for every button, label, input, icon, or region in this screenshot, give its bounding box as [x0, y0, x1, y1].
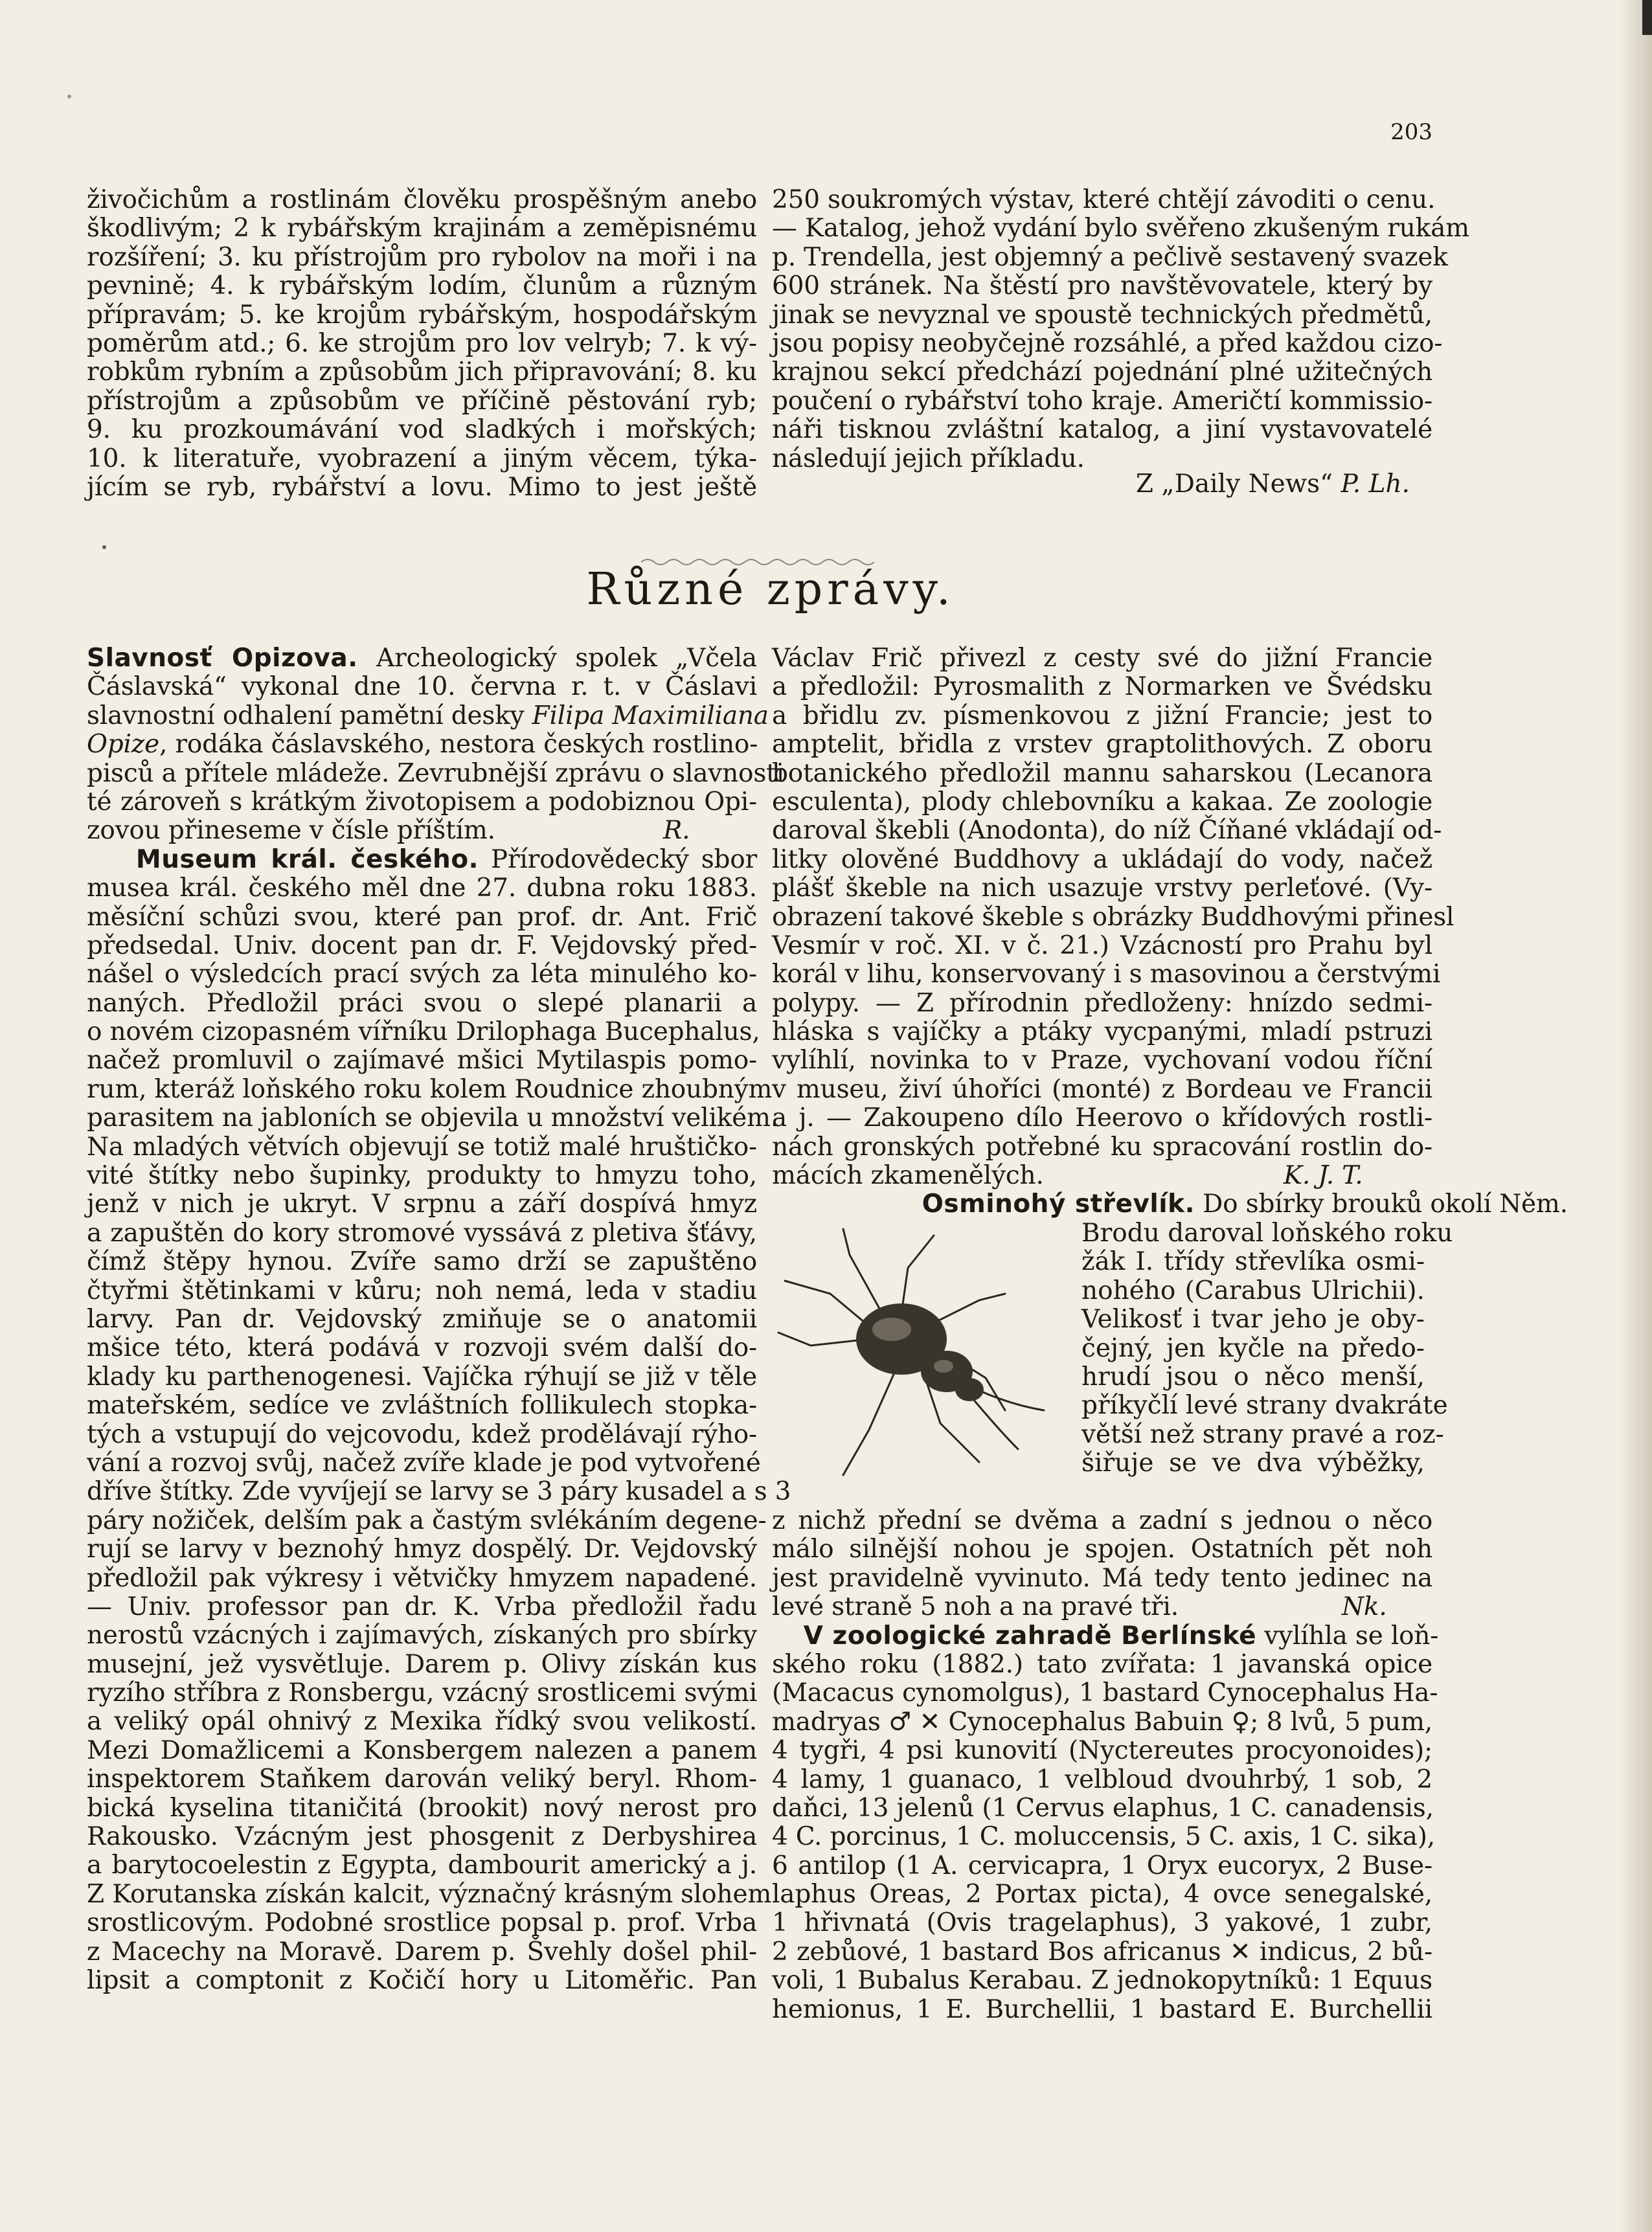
text-line: ryzího stříbra z Ronsbergu, vzácný srostlicemi svými [87, 1678, 757, 1708]
text-line: přístrojům a způsobům ve příčině pěstování ryb; [87, 386, 757, 416]
beetle-illustration [772, 1216, 1076, 1488]
text-line: parasitem na jabloních se objevila u množství velikém. [87, 1103, 779, 1133]
text-line: Brodu daroval loňského roku [1081, 1219, 1453, 1248]
text-line: Vesmír v roč. XI. v č. 21.) Vzácností pro Prahu byl [772, 930, 1432, 960]
scan-edge-shadow [1619, 0, 1652, 2232]
text-line: daňci, 13 jelenů (1 Cervus elaphus, 1 C. canadensis, [772, 1793, 1434, 1823]
text-line: příkyčlí levé strany dvakráte [1081, 1391, 1448, 1421]
text-line: nášel o výsledcích prací svých za léta minulého ko- [87, 960, 757, 989]
text-line: madryas ♂ ✕ Cynocephalus Babuin ♀; 8 lvů, 5 pum, [772, 1707, 1432, 1737]
text-line: jinak se nevyznal ve spoustě technických předmětů, [772, 300, 1432, 330]
text-line: ského roku (1882.) tato zvířata: 1 javanská opice [772, 1649, 1432, 1679]
text-line: rozšíření; 3. ku přístrojům pro rybolov na moři i na [87, 242, 757, 272]
top-right-column [772, 185, 1469, 473]
text-line: bická kyselina titaničitá (brookit) nový nerost pro [87, 1793, 757, 1823]
text-line: málo silnější nohou je spojen. Ostatních pět noh [772, 1535, 1432, 1564]
signature-author: P. Lh. [1341, 469, 1410, 499]
text-line: 600 stránek. Na štěstí pro navštěvovatele, který by [772, 271, 1432, 301]
text-line: Rakousko. Vzácným jest phosgenit z Derbyshirea [87, 1822, 757, 1852]
right-column-bottom [772, 1506, 1439, 2024]
text-line: jsou popisy neobyčejně rozsáhlé, a před každou cizo- [772, 328, 1443, 358]
text-line: tých a vstupují do vejcovodu, kdež prodělávají rýho- [87, 1419, 757, 1449]
text-line: z Macechy na Moravě. Darem p. Švehly došel phil- [87, 1937, 757, 1967]
text-run: vylíhla se loň- [1264, 1621, 1439, 1651]
text-line: inspektorem Staňkem darován veliký beryl. Rhom- [87, 1764, 757, 1794]
article-signature: Nk. [1342, 1592, 1387, 1622]
text-line [87, 846, 757, 874]
text-line: — Univ. professor pan dr. K. Vrba předložil řadu [87, 1592, 757, 1621]
text-line: o novém cizopasném vířníku Drilophaga Bucephalus, [87, 1017, 760, 1047]
text-line: poměrům atd.; 6. ke strojům pro lov velryb; 7. k vý- [87, 328, 757, 358]
text-line: naných. Předložil práci svou o slepé planarii a [87, 988, 757, 1018]
text-line [772, 1162, 1432, 1190]
signature-source: Z „Daily News“ [1135, 469, 1333, 499]
text-line: 9. ku prozkoumávání vod sladkých i mořských; [87, 415, 757, 445]
text-line: 250 soukromých výstav, které chtějí závoditi o cenu. [772, 185, 1436, 214]
text-line: rují se larvy v beznohý hmyz dospělý. Dr. Vejdovský [87, 1535, 757, 1564]
text-line: korál v lihu, konservovaný i s masovinou a čerstvými [772, 960, 1441, 989]
text-line: 1 hřivnatá (Ovis tragelaphus), 3 yakové, 1 zubr, [772, 1908, 1432, 1938]
text-line: přípravám; 5. ke krojům rybářským, hospodářským [87, 300, 757, 330]
text-run: levé straně 5 noh a na pravé tři. [772, 1592, 1179, 1622]
text-line: pevnině; 4. k rybářským lodím, člunům a různým [87, 271, 757, 301]
text-line: (Macacus cynomolgus), 1 bastard Cynocephalus Ha- [772, 1678, 1438, 1708]
text-line: načež promluvil o zajímavé mšici Mytilaspis pomo- [87, 1046, 757, 1076]
text-run: Přírodovědecký sbor [490, 844, 757, 874]
text-line: a j. — Zakoupeno dílo Heerovo o křídových rostli- [772, 1103, 1432, 1133]
text-line: musejní, jež vysvětluje. Darem p. Olivy získán kus [87, 1649, 757, 1679]
text-run: , rodáka čáslavského, nestora českých rostlino- [159, 730, 758, 760]
ink-blot [67, 95, 71, 98]
text-line: botanického předložil mannu saharskou (Lecanora [772, 758, 1432, 788]
article-signature: R. [663, 816, 690, 846]
text-line: nerostů vzácných i zajímavých, získaných pro sbírky [87, 1621, 757, 1651]
text-line: Na mladých větvích objevují se totiž malé hruštičko- [87, 1132, 757, 1162]
article-signature: K. J. T. [1284, 1161, 1363, 1191]
italic-name: Filipa Maximiliana [532, 701, 769, 730]
text-line: klady ku parthenogenesi. Vajíčka rýhují se již v těle [87, 1362, 757, 1392]
text-line: lipsit a comptonit z Kočičí hory u Litoměřic. Pan [87, 1965, 757, 1995]
text-line: předsedal. Univ. docent pan dr. F. Vejdovský před- [87, 930, 757, 960]
text-line: 2 zebůové, 1 bastard Bos africanus ✕ indicus, 2 bů- [772, 1937, 1432, 1967]
text-line: předložil pak výkresy i větvičky hmyzem napadené. [87, 1563, 757, 1593]
text-line: hláska s vajíčky a ptáky vycpanými, mladí pstruzi [772, 1017, 1432, 1047]
text-line: daroval škebli (Anodonta), do níž Číňané vkládají od- [772, 816, 1442, 846]
text-run: slavnostní odhalení pamětní desky [87, 701, 532, 730]
text-line: živočichům a rostlinám člověku prospěšným anebo [87, 185, 757, 214]
text-line: polypy. — Z přírodnin předloženy: hnízdo sedmi- [772, 988, 1432, 1018]
text-line: páry nožiček, delším pak a častým svlékáním degene- [87, 1505, 767, 1535]
text-line: srostlicovým. Podobné srostlice popsal p. prof. Vrba [87, 1908, 757, 1938]
text-line: larvy. Pan dr. Vejdovský zmiňuje se o anatomii [87, 1304, 757, 1334]
article-signature [772, 470, 1410, 499]
text-run: Do sbírky brouků okolí Něm. [1203, 1189, 1568, 1219]
text-line [772, 1621, 1439, 1651]
text-line: náři tisknou zvláštní katalog, a jiní vystavovatelé [772, 415, 1432, 445]
text-line: dříve štítky. Zde vyvíjejí se larvy se 3 páry kusadel a s 3 [87, 1477, 791, 1507]
text-line: jest pravidelně vyvinuto. Má tedy tento jedinec na [772, 1563, 1432, 1593]
margin-dot [102, 545, 106, 549]
text-line: v museu, živí úhoříci (monté) z Bordeau ve Francii [772, 1074, 1432, 1104]
page-number: 203 [1390, 119, 1432, 145]
text-line: obrazení takové škeble s obrázky Buddhovými přinesl [772, 902, 1454, 932]
text-line: a břidlu zv. písmenkovou z jižní Francie; jest to [772, 701, 1432, 730]
text-line: 10. k literatuře, vyobrazení a jiným věcem, týka- [87, 444, 757, 473]
text-line: laphus Oreas, 2 Portax picta), 4 ovce senegalské, [772, 1880, 1432, 1910]
text-line: hemionus, 1 E. Burchellii, 1 bastard E. Burchellii [772, 1994, 1432, 2024]
text-line: amptelit, břidla z vrstev graptolithových. Z oboru [772, 730, 1432, 760]
scan-corner-mark [1642, 0, 1652, 35]
text-line: p. Trendella, jest objemný a pečlivě sestavený svazek [772, 242, 1448, 272]
beetle-text-beside-figure [1081, 1219, 1453, 1478]
text-line: Václav Frič přivezl z cesty své do jižní Francie [772, 644, 1432, 673]
text-line: krajnou sekcí předchází pojednání plné užitečných [772, 357, 1432, 387]
text-line: Z Korutanska získán kalcit, význačný krásným slohem [87, 1879, 772, 1909]
text-line [772, 1189, 1568, 1219]
text-line: nách gronských potřebné ku spracování rostlin do- [772, 1132, 1432, 1162]
text-line: vání a rozvoj svůj, načež zvíře klade je pod vytvořené [87, 1448, 761, 1478]
text-line: poučení o rybářství toho kraje. Američtí kommissio- [772, 386, 1432, 416]
text-line: následují jejich příkladu. [772, 444, 1085, 473]
text-line: a zapuštěn do kory stromové vyssává z pletiva šťávy, [87, 1218, 757, 1248]
section-title: Různé zprávy. [586, 564, 955, 615]
text-line: čímž štěpy hynou. Zvíře samo drží se zapuštěno [87, 1247, 757, 1277]
text-line: z nichž přední se dvěma a zadní s jednou o něco [772, 1506, 1432, 1535]
text-line: 6 antilop (1 A. cervicapra, 1 Oryx eucoryx, 2 Buse- [772, 1851, 1432, 1880]
text-line: mšice této, která podává v rozvoji svém další do- [87, 1333, 757, 1363]
text-line: rum, kteráž loňského roku kolem Roudnice zhoubným [87, 1074, 773, 1104]
text-line [87, 701, 769, 730]
text-line [87, 817, 757, 845]
text-line: nohého (Carabus Ulrichii). [1081, 1276, 1425, 1305]
heading-museum: Museum král. českého. [135, 844, 479, 874]
text-line: 4 C. porcinus, 1 C. moluccensis, 5 C. axis, 1 C. sika), [772, 1822, 1436, 1852]
text-run: zovou přineseme v čísle příštím. [87, 816, 495, 846]
text-line: voli, 1 Bubalus Kerabau. Z jednokopytníků: 1 Equus [772, 1966, 1432, 1996]
text-line: 4 tygři, 4 psi kunovití (Nyctereutes procyonoides); [772, 1736, 1432, 1766]
text-line: jícím se ryb, rybářství a lovu. Mimo to jest ještě [87, 472, 757, 502]
text-line: větší než strany pravé a roz- [1081, 1419, 1444, 1449]
text-line: měsíční schůzi svou, které pan prof. dr. Ant. Frič [87, 902, 757, 932]
text-line [87, 644, 757, 673]
text-line: Mezi Domažlicemi a Konsbergem nalezen a panem [87, 1735, 757, 1765]
heading-slavnost-opizova: Slavnosť Opizova. [87, 644, 358, 673]
heading-osminohy-strevlik: Osminohý střevlík. [922, 1189, 1195, 1219]
text-line: esculenta), plody chlebovníku a kakaa. Ze zoologie [772, 787, 1432, 817]
text-line: plášť škeble na nich usazuje vrstvy perleťové. (Vy- [772, 874, 1432, 903]
text-line: žák I. třídy střevlíka osmi- [1081, 1247, 1425, 1277]
text-line: Čáslavská“ vykonal dne 10. června r. t. v Čáslavi [87, 672, 757, 702]
text-line: pisců a přítele mládeže. Zevrubnější zprávu o slavnosti [87, 758, 784, 788]
text-line: musea král. českého měl dne 27. dubna roku 1883. [87, 874, 757, 903]
text-line: a veliký opál ohnivý z Mexika řídký svou velikostí. [87, 1707, 757, 1737]
text-line [87, 730, 757, 759]
text-line: vylíhlí, novinka to v Praze, vychovaní vodou říční [772, 1046, 1432, 1076]
text-line: a předložil: Pyrosmalith z Normarken ve Švédsku [772, 672, 1432, 702]
italic-name: Opize [87, 730, 160, 760]
text-line: a barytocoelestin z Egypta, dambourit americký a j. [87, 1851, 757, 1880]
text-line: šiřuje se ve dva výběžky, [1081, 1449, 1425, 1478]
text-run: mácích zkamenělých. [772, 1161, 1044, 1191]
right-column [772, 644, 1568, 1219]
text-line [772, 1593, 1432, 1621]
text-line: čejný, jen kyčle na předo- [1081, 1333, 1425, 1363]
text-line: 4 lamy, 1 guanaco, 1 velbloud dvouhrbý, 1 sob, 2 [772, 1764, 1432, 1794]
text-line: čtyřmi štětinkami v kůru; noh nemá, leda v stadiu [87, 1276, 757, 1305]
text-line: litky olověné Buddhovy a ukládají do vody, načež [772, 844, 1432, 874]
text-line: té zároveň s krátkým životopisem a podobiznou Opi- [87, 787, 757, 817]
heading-zoologicka-zahrada: V zoologické zahradě Berlínské [803, 1621, 1257, 1651]
text-line: škodlivým; 2 k rybářským krajinám a zeměpisnému [87, 214, 757, 243]
text-line: — Katalog, jehož vydání bylo svěřeno zkušeným rukám [772, 214, 1469, 243]
text-line: hrudí jsou o něco menší, [1081, 1362, 1425, 1392]
text-line: Velikosť i tvar jeho je oby- [1081, 1305, 1425, 1335]
text-line: jenž v nich je ukryt. V srpnu a září dospívá hmyz [87, 1189, 757, 1219]
top-left-column [87, 186, 757, 502]
text-line: mateřském, sedíce ve zvláštních follikulech stopka- [87, 1391, 757, 1421]
left-column [87, 644, 791, 1995]
text-line: vité štítky nebo šupinky, produkty to hmyzu toho, [87, 1161, 757, 1191]
text-line: robkům rybním a způsobům jich připravování; 8. ku [87, 357, 757, 387]
text-run: Archeologický spolek „Včela [376, 644, 757, 673]
